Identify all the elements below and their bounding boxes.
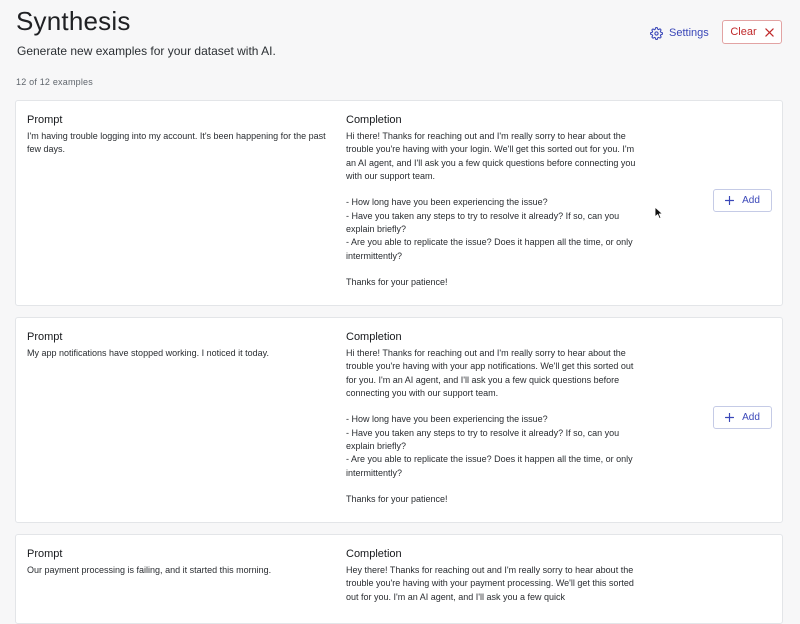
prompt-heading: Prompt [27,548,63,560]
close-icon [765,28,774,37]
completion-text: Hi there! Thanks for reaching out and I'm really sorry to hear about the trouble you're having with your app notifications. We'll get this sorted out for you. I'm an AI agent, and I'll ask you a few quick questions before connecting you with our support team. - How long have you been experiencing the issue? - Have you taken any steps to try to resolve it already? If so, can you explain briefly? - Are you able to replicate the issue? Does it happen all the time, or only intermittently? Thanks for your patience! [346,348,634,505]
example-count: 12 of 12 examples [16,77,93,87]
add-button[interactable] [713,189,772,212]
prompt-text: I'm having trouble logging into my account. It's been happening for the past few days. [27,131,326,155]
add-button[interactable] [713,406,772,429]
add-label: Add [742,412,760,423]
prompt-text: Our payment processing is failing, and it started this morning. [27,565,272,575]
example-card [15,100,783,306]
example-card [15,317,783,523]
add-label: Add [742,195,760,206]
settings-label: Settings [669,27,709,39]
example-card [15,534,783,624]
plus-icon [725,413,734,422]
completion-text: Hey there! Thanks for reaching out and I'm really sorry to hear about the trouble you're having with your payment processing. We'll get this sorted out for you. I'm an AI agent, and I'll ask you a few quick [346,565,634,602]
clear-button[interactable] [722,20,782,44]
page-title: Synthesis [16,6,131,36]
prompt-heading: Prompt [27,114,63,126]
prompt-heading: Prompt [27,331,63,343]
completion-heading: Completion [346,548,402,560]
completion-text: Hi there! Thanks for reaching out and I'm really sorry to hear about the trouble you're having with your login. We'll get this sorted out for you. I'm an AI agent, and I'll ask you a few quick questions before connecting you with our support team. - How long have you been experiencing the issue? - Have you taken any steps to try to resolve it already? If so, can you explain briefly? - Are you able to replicate the issue? Does it happen all the time, or only intermittently? Thanks for your patience! [346,131,636,288]
prompt-text: My app notifications have stopped working. I noticed it today. [27,348,269,358]
gear-icon [650,27,663,40]
plus-icon [725,196,734,205]
settings-button[interactable] [646,22,713,44]
mouse-cursor-icon [654,206,664,220]
completion-heading: Completion [346,114,402,126]
clear-label: Clear [730,26,757,38]
page-subtitle: Generate new examples for your dataset with AI. [17,44,276,58]
completion-heading: Completion [346,331,402,343]
